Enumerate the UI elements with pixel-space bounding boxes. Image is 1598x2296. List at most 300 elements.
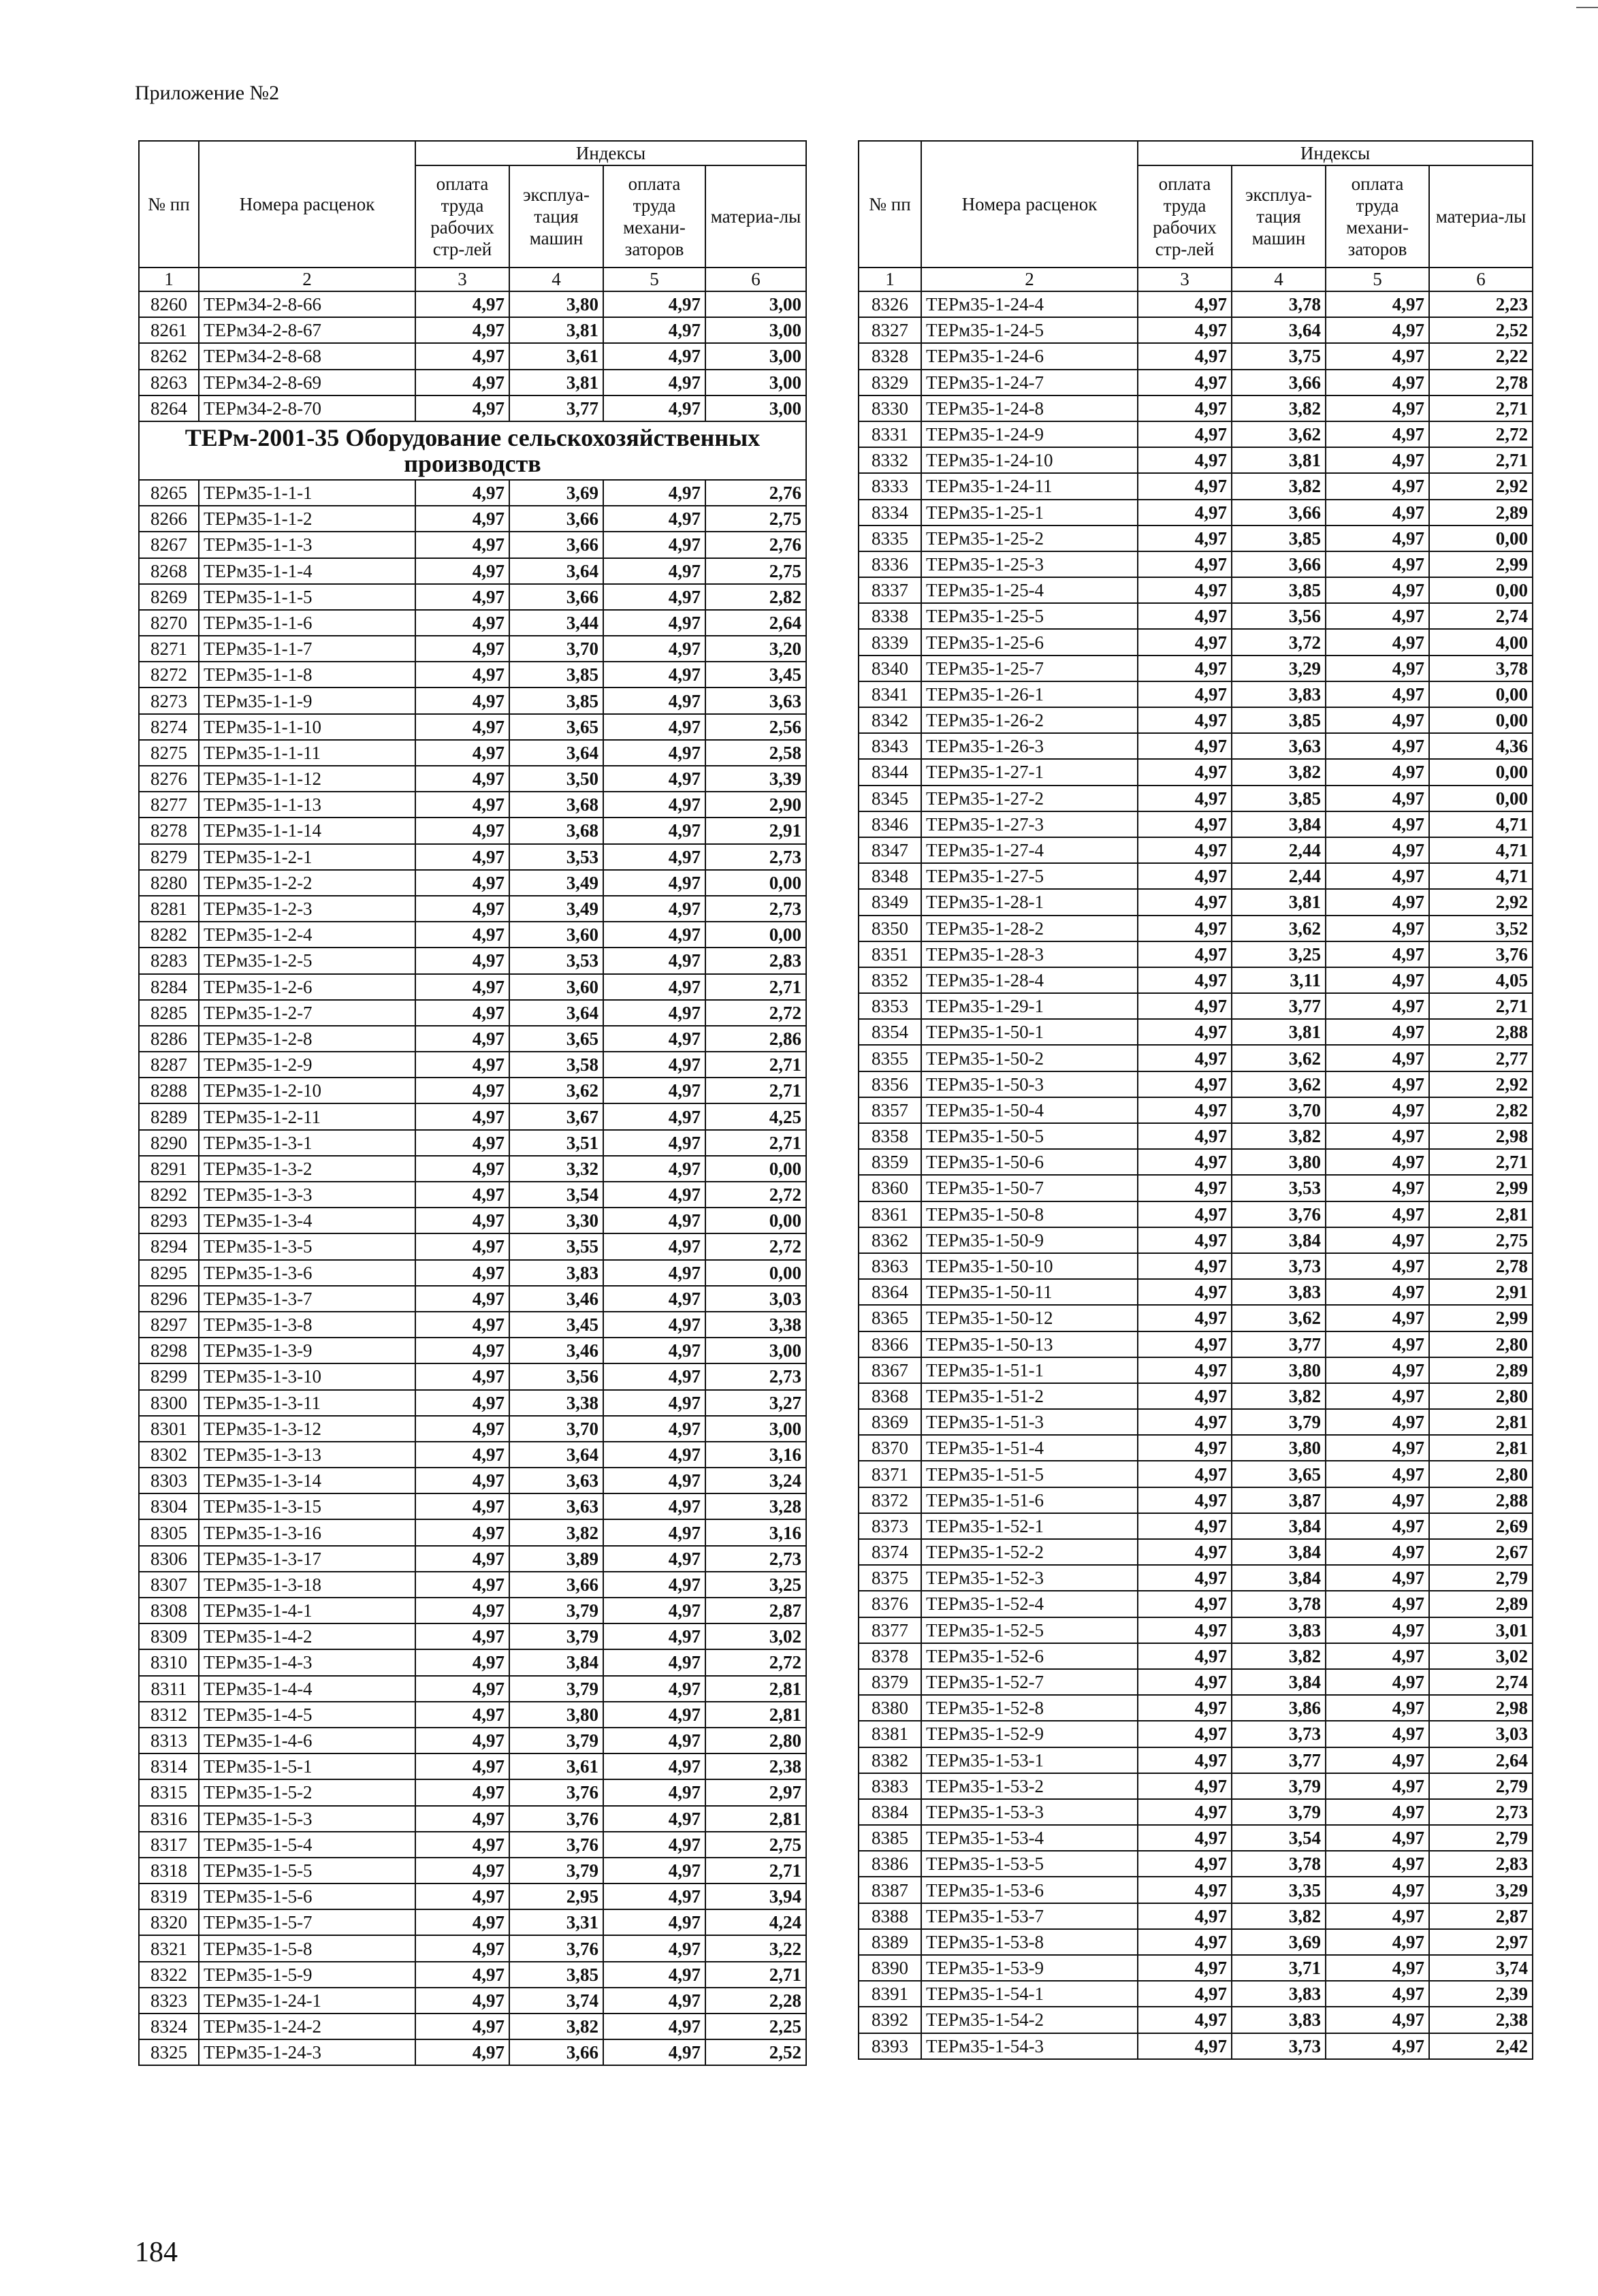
machines-index: 3,38 (509, 1390, 603, 1416)
table-row (859, 786, 1533, 811)
table-row (139, 317, 806, 343)
operators-index: 4,97 (603, 792, 705, 818)
rate-code: ТЕРм34-2-8-70 (199, 395, 415, 421)
operators-index: 4,97 (603, 1806, 705, 1832)
row-number: 8373 (859, 1513, 921, 1539)
table-row (859, 1539, 1533, 1565)
table-row (139, 714, 806, 740)
row-number: 8277 (139, 792, 199, 818)
operators-index: 4,97 (603, 1103, 705, 1129)
table-row (139, 1806, 806, 1832)
row-number: 8326 (859, 291, 921, 317)
rate-code: ТЕРм35-1-3-5 (199, 1233, 415, 1259)
row-number: 8375 (859, 1565, 921, 1591)
labor-index: 4,97 (1138, 1227, 1232, 1253)
machines-index: 3,49 (509, 870, 603, 896)
materials-index: 0,00 (1429, 681, 1533, 707)
rate-code: ТЕРм35-1-5-2 (199, 1779, 415, 1805)
materials-index: 2,38 (1429, 2007, 1533, 2033)
materials-index: 2,83 (705, 948, 806, 973)
table-row (139, 343, 806, 369)
materials-index: 2,72 (1429, 421, 1533, 447)
table-row (859, 1643, 1533, 1669)
operators-index: 4,97 (603, 1052, 705, 1078)
table-row (139, 1286, 806, 1312)
row-number: 8262 (139, 343, 199, 369)
machines-index: 3,85 (509, 662, 603, 688)
rate-code: ТЕРм35-1-3-15 (199, 1493, 415, 1519)
table-row (139, 870, 806, 896)
operators-index: 4,97 (1326, 1227, 1429, 1253)
operators-index: 4,97 (1326, 1097, 1429, 1123)
machines-index: 3,83 (1232, 1617, 1326, 1643)
machines-index: 3,63 (1232, 733, 1326, 759)
operators-index: 4,97 (1326, 1565, 1429, 1591)
operators-index: 4,97 (603, 1519, 705, 1545)
rate-code: ТЕРм35-1-2-9 (199, 1052, 415, 1078)
machines-index: 3,66 (509, 584, 603, 610)
machines-index: 3,62 (1232, 1071, 1326, 1097)
machines-index: 3,44 (509, 610, 603, 636)
materials-index: 2,71 (705, 1052, 806, 1078)
machines-index: 3,65 (509, 1026, 603, 1052)
labor-index: 4,97 (415, 1286, 509, 1312)
operators-index: 4,97 (603, 1598, 705, 1623)
materials-index: 0,00 (705, 870, 806, 896)
machines-index: 3,76 (509, 1832, 603, 1858)
operators-index: 4,97 (603, 1416, 705, 1442)
table-row (139, 1052, 806, 1078)
labor-index: 4,97 (1138, 786, 1232, 811)
machines-index: 3,60 (509, 922, 603, 948)
operators-index: 4,97 (1326, 1461, 1429, 1487)
rate-code: ТЕРм35-1-24-10 (921, 447, 1138, 473)
labor-index: 4,97 (1138, 629, 1232, 655)
row-number: 8311 (139, 1676, 199, 1702)
materials-index: 2,99 (1429, 551, 1533, 577)
rate-code: ТЕРм35-1-1-9 (199, 688, 415, 713)
operators-index: 4,97 (1326, 1305, 1429, 1331)
table-row (859, 1019, 1533, 1045)
table-row (139, 1103, 806, 1129)
row-number: 8272 (139, 662, 199, 688)
operators-index: 4,97 (603, 610, 705, 636)
col-header-materials: материа-лы (705, 165, 806, 268)
labor-index: 4,97 (415, 1962, 509, 1988)
rate-code: ТЕРм35-1-5-5 (199, 1858, 415, 1883)
table-row (859, 1149, 1533, 1175)
row-number: 8323 (139, 1988, 199, 2014)
labor-index: 4,97 (415, 291, 509, 317)
materials-index: 2,87 (705, 1598, 806, 1623)
rate-code: ТЕРм35-1-3-7 (199, 1286, 415, 1312)
table-row (859, 707, 1533, 733)
machines-index: 3,78 (1232, 1851, 1326, 1877)
rate-code: ТЕРм35-1-4-2 (199, 1623, 415, 1649)
row-number: 8287 (139, 1052, 199, 1078)
table-row (859, 1721, 1533, 1747)
table-row (859, 916, 1533, 941)
table-row (859, 1409, 1533, 1435)
table-row (859, 1201, 1533, 1227)
machines-index: 3,56 (509, 1363, 603, 1389)
rate-code: ТЕРм35-1-51-5 (921, 1461, 1138, 1487)
machines-index: 3,66 (1232, 551, 1326, 577)
machines-index: 3,70 (509, 636, 603, 662)
row-number: 8349 (859, 889, 921, 915)
rate-code: ТЕРм35-1-3-13 (199, 1442, 415, 1468)
row-number: 8365 (859, 1305, 921, 1331)
labor-index: 4,97 (1138, 916, 1232, 941)
operators-index: 4,97 (603, 1702, 705, 1728)
rate-code: ТЕРм35-1-2-10 (199, 1078, 415, 1103)
row-number: 8283 (139, 948, 199, 973)
row-number: 8299 (139, 1363, 199, 1389)
machines-index: 3,84 (1232, 1669, 1326, 1695)
row-number: 8348 (859, 863, 921, 889)
machines-index: 3,68 (509, 818, 603, 843)
col-number: 2 (199, 268, 415, 291)
rate-code: ТЕРм35-1-3-16 (199, 1519, 415, 1545)
col-header-pp: № пп (859, 141, 921, 268)
row-number: 8278 (139, 818, 199, 843)
materials-index: 0,00 (705, 1156, 806, 1182)
labor-index: 4,97 (415, 636, 509, 662)
machines-index: 3,79 (1232, 1799, 1326, 1825)
materials-index: 0,00 (705, 1260, 806, 1286)
machines-index: 3,80 (509, 291, 603, 317)
labor-index: 4,97 (415, 1598, 509, 1623)
machines-index: 3,85 (1232, 786, 1326, 811)
operators-index: 4,97 (1326, 1721, 1429, 1747)
rate-code: ТЕРм35-1-3-17 (199, 1546, 415, 1572)
labor-index: 4,97 (1138, 447, 1232, 473)
rate-code: ТЕРм35-1-29-1 (921, 993, 1138, 1019)
materials-index: 2,80 (1429, 1461, 1533, 1487)
materials-index: 3,00 (705, 291, 806, 317)
rate-code: ТЕРм34-2-8-66 (199, 291, 415, 317)
rate-code: ТЕРм35-1-2-11 (199, 1103, 415, 1129)
rate-code: ТЕРм35-1-54-3 (921, 2033, 1138, 2059)
table-row (139, 1649, 806, 1675)
row-number: 8371 (859, 1461, 921, 1487)
materials-index: 3,27 (705, 1390, 806, 1416)
labor-index: 4,97 (1138, 967, 1232, 993)
materials-index: 3,74 (1429, 1955, 1533, 1981)
rate-code: ТЕРм35-1-51-1 (921, 1357, 1138, 1383)
operators-index: 4,97 (603, 291, 705, 317)
rate-code: ТЕРм35-1-53-8 (921, 1929, 1138, 1955)
machines-index: 3,53 (1232, 1175, 1326, 1201)
operators-index: 4,97 (1326, 1903, 1429, 1929)
labor-index: 4,97 (1138, 733, 1232, 759)
materials-index: 4,05 (1429, 967, 1533, 993)
machines-index: 2,44 (1232, 837, 1326, 863)
operators-index: 4,97 (1326, 500, 1429, 526)
section-title: ТЕРм-2001-35 Оборудование сельскохозяйственных производств (139, 421, 806, 480)
table-row (139, 480, 806, 506)
labor-index: 4,97 (1138, 1461, 1232, 1487)
materials-index: 2,73 (705, 1363, 806, 1389)
table-row (859, 447, 1533, 473)
operators-index: 4,97 (1326, 1435, 1429, 1461)
operators-index: 4,97 (1326, 1123, 1429, 1149)
operators-index: 4,97 (603, 1988, 705, 2014)
machines-index: 3,75 (1232, 343, 1326, 369)
table-row (139, 948, 806, 973)
materials-index: 2,88 (1429, 1487, 1533, 1513)
rate-code: ТЕРм35-1-27-5 (921, 863, 1138, 889)
materials-index: 2,71 (705, 1078, 806, 1103)
col-header-code: Номера расценок (199, 141, 415, 268)
col-number: 3 (1138, 268, 1232, 291)
operators-index: 4,97 (1326, 1877, 1429, 1903)
labor-index: 4,97 (415, 662, 509, 688)
labor-index: 4,97 (415, 818, 509, 843)
materials-index: 2,78 (1429, 1253, 1533, 1279)
row-number: 8321 (139, 1935, 199, 1961)
materials-index: 2,58 (705, 740, 806, 766)
rate-code: ТЕРм35-1-27-2 (921, 786, 1138, 811)
materials-index: 2,98 (1429, 1123, 1533, 1149)
labor-index: 4,97 (415, 1233, 509, 1259)
operators-index: 4,97 (603, 1442, 705, 1468)
machines-index: 3,77 (1232, 1747, 1326, 1773)
materials-index: 2,74 (1429, 603, 1533, 629)
row-number: 8329 (859, 370, 921, 395)
operators-index: 4,97 (1326, 916, 1429, 941)
row-number: 8376 (859, 1591, 921, 1617)
machines-index: 3,62 (1232, 1305, 1326, 1331)
row-number: 8285 (139, 1000, 199, 1026)
table-row (139, 1883, 806, 1909)
table-row (859, 1045, 1533, 1071)
labor-index: 4,97 (1138, 1435, 1232, 1461)
materials-index: 2,80 (705, 1728, 806, 1753)
labor-index: 4,97 (1138, 1851, 1232, 1877)
row-number: 8384 (859, 1799, 921, 1825)
table-row (139, 688, 806, 713)
row-number: 8367 (859, 1357, 921, 1383)
labor-index: 4,97 (1138, 1929, 1232, 1955)
operators-index: 4,97 (1326, 1643, 1429, 1669)
labor-index: 4,97 (1138, 395, 1232, 421)
materials-index: 0,00 (705, 922, 806, 948)
materials-index: 0,00 (1429, 577, 1533, 603)
row-number: 8345 (859, 786, 921, 811)
machines-index: 3,55 (509, 1233, 603, 1259)
table-row (859, 1825, 1533, 1851)
machines-index: 3,62 (1232, 916, 1326, 941)
col-number: 5 (1326, 268, 1429, 291)
machines-index: 3,78 (1232, 291, 1326, 317)
rate-code: ТЕРм35-1-50-2 (921, 1045, 1138, 1071)
labor-index: 4,97 (415, 792, 509, 818)
table-row (859, 1669, 1533, 1695)
table-row (859, 1071, 1533, 1097)
table-row (139, 766, 806, 792)
materials-index: 3,16 (705, 1442, 806, 1468)
materials-index: 2,73 (705, 844, 806, 870)
row-number: 8388 (859, 1903, 921, 1929)
row-number: 8350 (859, 916, 921, 941)
labor-index: 4,97 (1138, 317, 1232, 343)
labor-index: 4,97 (1138, 526, 1232, 551)
materials-index: 2,75 (705, 506, 806, 532)
table-row (139, 1676, 806, 1702)
operators-index: 4,97 (1326, 759, 1429, 785)
row-number: 8331 (859, 421, 921, 447)
machines-index: 3,64 (509, 1000, 603, 1026)
labor-index: 4,97 (415, 584, 509, 610)
materials-index: 2,73 (1429, 1799, 1533, 1825)
col-header-group: Индексы (415, 141, 806, 165)
row-number: 8302 (139, 1442, 199, 1468)
table-row (859, 1617, 1533, 1643)
row-number: 8359 (859, 1149, 921, 1175)
labor-index: 4,97 (1138, 1955, 1232, 1981)
machines-index: 3,63 (509, 1468, 603, 1493)
rate-code: ТЕРм35-1-53-4 (921, 1825, 1138, 1851)
table-row (139, 610, 806, 636)
rate-code: ТЕРм35-1-54-2 (921, 2007, 1138, 2033)
machines-index: 3,89 (509, 1546, 603, 1572)
table-row (139, 636, 806, 662)
machines-index: 3,82 (1232, 1123, 1326, 1149)
col-header-materials: материа-лы (1429, 165, 1533, 268)
row-number: 8281 (139, 896, 199, 922)
materials-index: 2,71 (705, 1130, 806, 1156)
materials-index: 2,75 (705, 558, 806, 584)
page-header: Приложение №2 (135, 82, 280, 104)
rate-code: ТЕРм35-1-50-7 (921, 1175, 1138, 1201)
materials-index: 2,71 (1429, 395, 1533, 421)
labor-index: 4,97 (1138, 1617, 1232, 1643)
labor-index: 4,97 (415, 688, 509, 713)
machines-index: 3,31 (509, 1909, 603, 1935)
row-number: 8310 (139, 1649, 199, 1675)
rate-code: ТЕРм35-1-52-3 (921, 1565, 1138, 1591)
rate-code: ТЕРм35-1-2-6 (199, 974, 415, 1000)
materials-index: 2,92 (1429, 473, 1533, 499)
labor-index: 4,97 (415, 1103, 509, 1129)
materials-index: 2,74 (1429, 1669, 1533, 1695)
rate-code: ТЕРм35-1-50-11 (921, 1279, 1138, 1305)
operators-index: 4,97 (1326, 1539, 1429, 1565)
table-row (859, 967, 1533, 993)
rate-code: ТЕРм35-1-3-11 (199, 1390, 415, 1416)
materials-index: 2,23 (1429, 291, 1533, 317)
machines-index: 3,53 (509, 948, 603, 973)
machines-index: 3,81 (1232, 889, 1326, 915)
labor-index: 4,97 (415, 766, 509, 792)
operators-index: 4,97 (603, 1312, 705, 1338)
operators-index: 4,97 (603, 506, 705, 532)
materials-index: 2,72 (705, 1182, 806, 1208)
operators-index: 4,97 (1326, 1773, 1429, 1799)
row-number: 8343 (859, 733, 921, 759)
materials-index: 2,78 (1429, 370, 1533, 395)
row-number: 8361 (859, 1201, 921, 1227)
operators-index: 4,97 (603, 636, 705, 662)
machines-index: 3,82 (1232, 1643, 1326, 1669)
machines-index: 3,50 (509, 766, 603, 792)
rate-code: ТЕРм35-1-25-6 (921, 629, 1138, 655)
materials-index: 3,52 (1429, 916, 1533, 941)
materials-index: 2,71 (1429, 1149, 1533, 1175)
row-number: 8337 (859, 577, 921, 603)
rate-code: ТЕРм35-1-25-7 (921, 656, 1138, 681)
rate-code: ТЕРм35-1-26-3 (921, 733, 1138, 759)
materials-index: 2,81 (1429, 1435, 1533, 1461)
table-row (859, 577, 1533, 603)
materials-index: 2,79 (1429, 1773, 1533, 1799)
rate-code: ТЕРм35-1-25-2 (921, 526, 1138, 551)
operators-index: 4,97 (1326, 1981, 1429, 2007)
table-row (859, 343, 1533, 369)
materials-index: 3,76 (1429, 941, 1533, 967)
labor-index: 4,97 (415, 2014, 509, 2039)
labor-index: 4,97 (415, 922, 509, 948)
operators-index: 4,97 (603, 584, 705, 610)
materials-index: 2,25 (705, 2014, 806, 2039)
operators-index: 4,97 (1326, 1825, 1429, 1851)
row-number: 8362 (859, 1227, 921, 1253)
materials-index: 4,71 (1429, 863, 1533, 889)
labor-index: 4,97 (1138, 1383, 1232, 1409)
materials-index: 2,28 (705, 1988, 806, 2014)
labor-index: 4,97 (415, 1312, 509, 1338)
materials-index: 2,52 (705, 2039, 806, 2065)
operators-index: 4,97 (1326, 1591, 1429, 1617)
machines-index: 3,60 (509, 974, 603, 1000)
machines-index: 3,77 (1232, 993, 1326, 1019)
table-row (859, 629, 1533, 655)
table-row (139, 1988, 806, 2014)
machines-index: 3,65 (509, 714, 603, 740)
labor-index: 4,97 (415, 1493, 509, 1519)
labor-index: 4,97 (415, 1363, 509, 1389)
row-number: 8387 (859, 1877, 921, 1903)
operators-index: 4,97 (1326, 1617, 1429, 1643)
machines-index: 3,80 (1232, 1357, 1326, 1383)
machines-index: 3,58 (509, 1052, 603, 1078)
row-number: 8282 (139, 922, 199, 948)
rate-code: ТЕРм35-1-54-1 (921, 1981, 1138, 2007)
table-row (859, 1461, 1533, 1487)
rate-code: ТЕРм35-1-26-2 (921, 707, 1138, 733)
table-row (859, 1097, 1533, 1123)
labor-index: 4,97 (415, 974, 509, 1000)
rate-code: ТЕРм35-1-4-6 (199, 1728, 415, 1753)
rate-code: ТЕРм35-1-3-2 (199, 1156, 415, 1182)
row-number: 8288 (139, 1078, 199, 1103)
row-number: 8383 (859, 1773, 921, 1799)
materials-index: 3,38 (705, 1312, 806, 1338)
machines-index: 3,79 (509, 1676, 603, 1702)
rate-code: ТЕРм35-1-53-7 (921, 1903, 1138, 1929)
operators-index: 4,97 (1326, 786, 1429, 811)
materials-index: 2,82 (1429, 1097, 1533, 1123)
rate-code: ТЕРм35-1-1-8 (199, 662, 415, 688)
labor-index: 4,97 (415, 532, 509, 557)
table-row (139, 532, 806, 557)
materials-index: 2,97 (705, 1779, 806, 1805)
row-number: 8327 (859, 317, 921, 343)
machines-index: 3,80 (1232, 1435, 1326, 1461)
row-number: 8354 (859, 1019, 921, 1045)
rate-code: ТЕРм35-1-2-4 (199, 922, 415, 948)
